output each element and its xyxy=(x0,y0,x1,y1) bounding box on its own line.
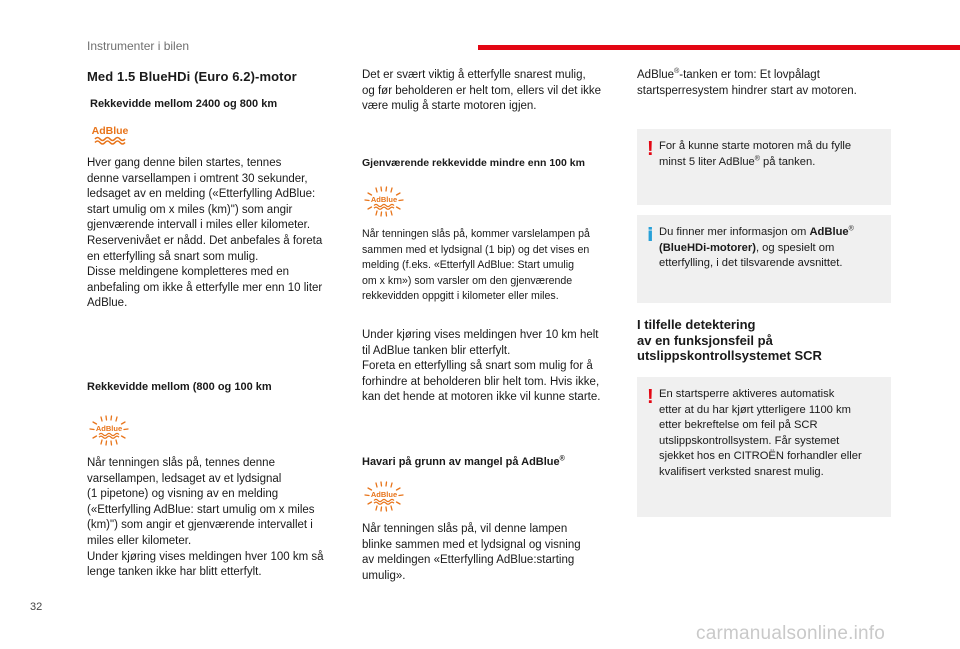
range3-text-continued: Under kjøring vises meldingen hver 10 km helt til AdBlue tanken blir etterfylt. Foreta en etterfylling så snart som mulig for å forhindre at beholderen blir helt tom. Hvis ikke, kan det hende at motoren ikke vil kunne starte. xyxy=(362,329,601,404)
range3-heading: Gjenværende rekkevidde mindre enn 100 km xyxy=(362,157,585,169)
scr-section-heading: I tilfelle detektering av en funksjonsfeil på utslippskontrollsystemet SCR xyxy=(637,317,822,363)
warning-icon: ! xyxy=(647,138,654,160)
adblue-flashing-icon xyxy=(362,185,406,219)
warning-text: En startsperre aktiveres automatisk etter at du har kjørt ytterligere 1100 km etter bekreftelse om feil på SCR utslippskontrollsystem. Får systemet sjekket hos en CITROËN forhandler eller kvalifisert verksted snarest mulig. xyxy=(659,388,862,478)
tank-empty-text: AdBlue®-tanken er tom: Et lovpålagt startsperresystem hindrer start av motoren. xyxy=(637,68,857,97)
adblue-warning-icon xyxy=(88,123,132,145)
adblue-flashing-icon xyxy=(87,414,131,448)
adblue-icon-label: AdBlue xyxy=(370,195,398,204)
header-accent-bar xyxy=(478,45,960,50)
range3-text: Når tenningen slås på, kommer varslelampen på sammen med et lydsignal (1 bip) og det vises en melding (f.eks. «Etterfyll AdBlue: Start umulig om x km») som varsler om den gjenværende rekkevidden oppgitt i kilometer eller miles. xyxy=(362,228,590,303)
adblue-flashing-icon xyxy=(362,480,406,514)
range1-heading: Rekkevidde mellom 2400 og 800 km xyxy=(90,98,278,110)
info-box xyxy=(637,215,891,303)
page-number: 32 xyxy=(30,601,43,613)
watermark: carmanualsonline.info xyxy=(696,623,886,644)
range2-heading: Rekkevidde mellom (800 og 100 km xyxy=(87,381,272,393)
intro-text: Det er svært viktig å etterfylle snarest mulig, og før beholderen er helt tom, ellers vil det ikke være mulig å starte motoren igjen. xyxy=(362,69,602,113)
adblue-icon-label: AdBlue xyxy=(370,490,398,499)
failure-heading: Havari på grunn av mangel på AdBlue® xyxy=(362,455,565,468)
warning-icon: ! xyxy=(647,386,654,408)
adblue-icon-label: AdBlue xyxy=(91,125,129,137)
info-text: Du finner mer informasjon om AdBlue® (BlueHDi-motorer), og spesielt om etterfylling, i det tilsvarende avsnittet. xyxy=(659,225,854,270)
section-title: Instrumenter i bilen xyxy=(87,39,190,53)
warning-text: For å kunne starte motoren må du fylle minst 5 liter AdBlue® på tanken. xyxy=(659,140,852,168)
warning-box-scr xyxy=(637,377,891,517)
range1-text: Hver gang denne bilen startes, tennes denne varsellampen i omtrent 30 sekunder, ledsaget av en melding («Etterfylling AdBlue: start umulig om x miles (km)") som angir gjenværende intervall i miles eller kilometer. Reservenivået er nådd. Det anbefales å foreta en etterfylling så snart som mulig. Disse meldingene kompletteres med en anbefaling om ikke å etterfylle mer enn 10 liter AdBlue. xyxy=(87,157,323,310)
range2-text: Når tenningen slås på, tennes denne varsellampen, ledsaget av et lydsignal (1 pipetone) og visning av en melding («Etterfylling AdBlue: start umulig om x miles (km)") som angir et gjenværende intervallet i miles eller kilometer. Under kjøring vises meldingen hver 100 km så lenge tanken ikke har blitt etterfylt. xyxy=(87,457,324,579)
adblue-icon-label: AdBlue xyxy=(95,424,123,433)
failure-text: Når tenningen slås på, vil denne lampen blinke sammen med et lydsignal og visning av meldingen «Etterfylling AdBlue:starting umulig». xyxy=(362,523,581,582)
info-icon: i xyxy=(647,224,654,246)
engine-title: Med 1.5 BlueHDi (Euro 6.2)-motor xyxy=(87,69,297,84)
warning-box-refill xyxy=(637,129,891,205)
